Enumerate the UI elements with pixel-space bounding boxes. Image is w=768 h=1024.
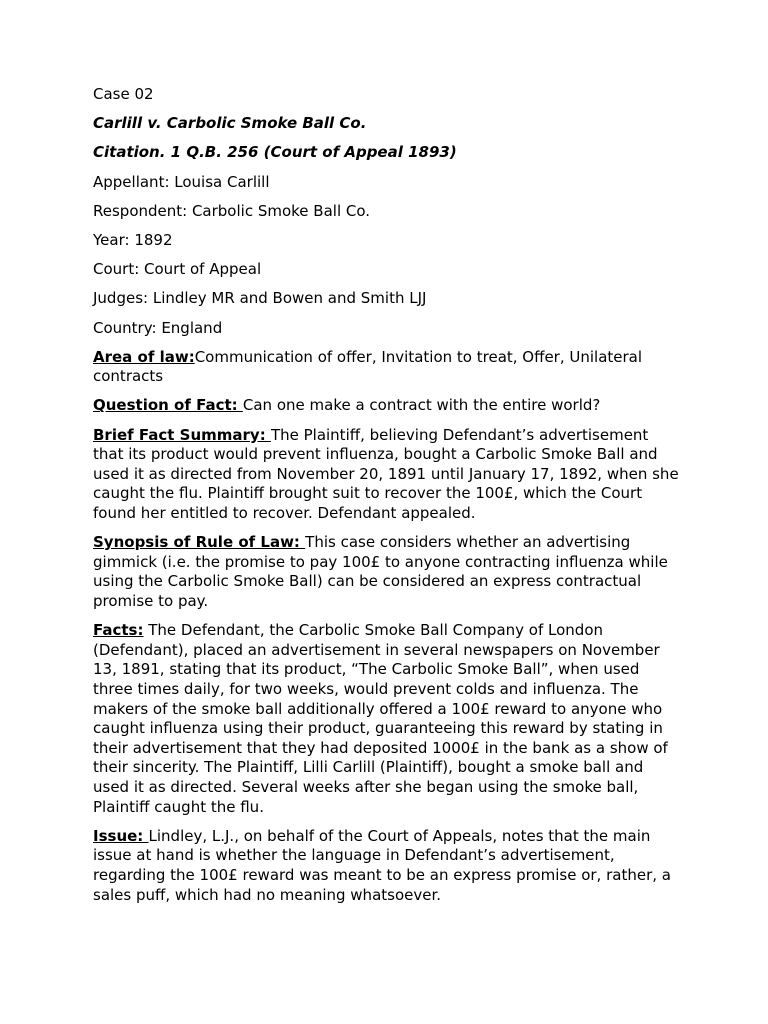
case-title: Carlill v. Carbolic Smoke Ball Co. xyxy=(93,114,367,133)
synopsis-paragraph xyxy=(93,533,683,611)
brief-fact-summary-paragraph xyxy=(93,426,683,524)
court: Court: Court of Appeal xyxy=(93,260,262,279)
question-of-fact-label: Question of Fact: xyxy=(93,396,243,415)
judges: Judges: Lindley MR and Bowen and Smith LJJ xyxy=(93,289,427,308)
synopsis-label: Synopsis of Rule of Law: xyxy=(93,533,306,552)
brief-fact-summary-label: Brief Fact Summary: xyxy=(93,425,271,444)
citation: Citation. 1 Q.B. 256 (Court of Appeal 1893) xyxy=(93,143,457,162)
country: Country: England xyxy=(93,318,223,337)
area-of-law-paragraph xyxy=(93,348,683,387)
respondent: Respondent: Carbolic Smoke Ball Co. xyxy=(93,201,371,220)
document-page xyxy=(93,85,683,915)
question-of-fact-paragraph xyxy=(93,396,683,416)
case-label: Case 02 xyxy=(93,85,154,103)
area-of-law-text: Communication of offer, Invitation to treat, Offer, Unilateral contracts xyxy=(93,347,643,386)
appellant: Appellant: Louisa Carlill xyxy=(93,172,270,191)
year: Year: 1892 xyxy=(93,230,173,249)
facts-paragraph xyxy=(93,621,683,817)
issue-label: Issue: xyxy=(93,826,149,845)
issue-paragraph xyxy=(93,827,683,905)
facts-label: Facts: xyxy=(93,621,144,640)
area-of-law-label: Area of law: xyxy=(93,347,195,366)
issue-text: Lindley, L.J., on behalf of the Court of Appeals, notes that the main issue at hand is whether the language in Defendant’s advertisement, regarding the 100£ reward was meant to be an express promise or, rather, a sales puff, which had no meaning whatsoever. xyxy=(93,826,671,904)
facts-text: The Defendant, the Carbolic Smoke Ball Company of London (Defendant), placed an advertisement in several newspapers on November 13, 1891, stating that its product, “The Carbolic Smoke Ball”, when used three times daily, for two weeks, would prevent colds and influenza. The makers of the smoke ball additionally offered a 100£ reward to anyone who caught influenza using their product, guaranteeing this reward by stating in their advertisement that they had deposited 1000£ in the bank as a show of their sincerity. The Plaintiff, Lilli Carlill (Plaintiff), bought a smoke ball and used it as directed. Several weeks after she began using the smoke ball, Plaintiff caught the flu. xyxy=(93,621,668,816)
synopsis-text: This case considers whether an advertising gimmick (i.e. the promise to pay 100£ to anyone contracting influenza while using the Carbolic Smoke Ball) can be considered an express contractual promise to pay. xyxy=(93,533,668,610)
brief-fact-summary-text: The Plaintiff, believing Defendant’s advertisement that its product would prevent influenza, bought a Carbolic Smoke Ball and used it as directed from November 20, 1891 until January 17, 1892, when she caught the flu. Plaintiff brought suit to recover the 100£, which the Court found her entitled to recover. Defendant appealed. xyxy=(93,425,679,523)
question-of-fact-text: Can one make a contract with the entire world? xyxy=(242,396,601,415)
